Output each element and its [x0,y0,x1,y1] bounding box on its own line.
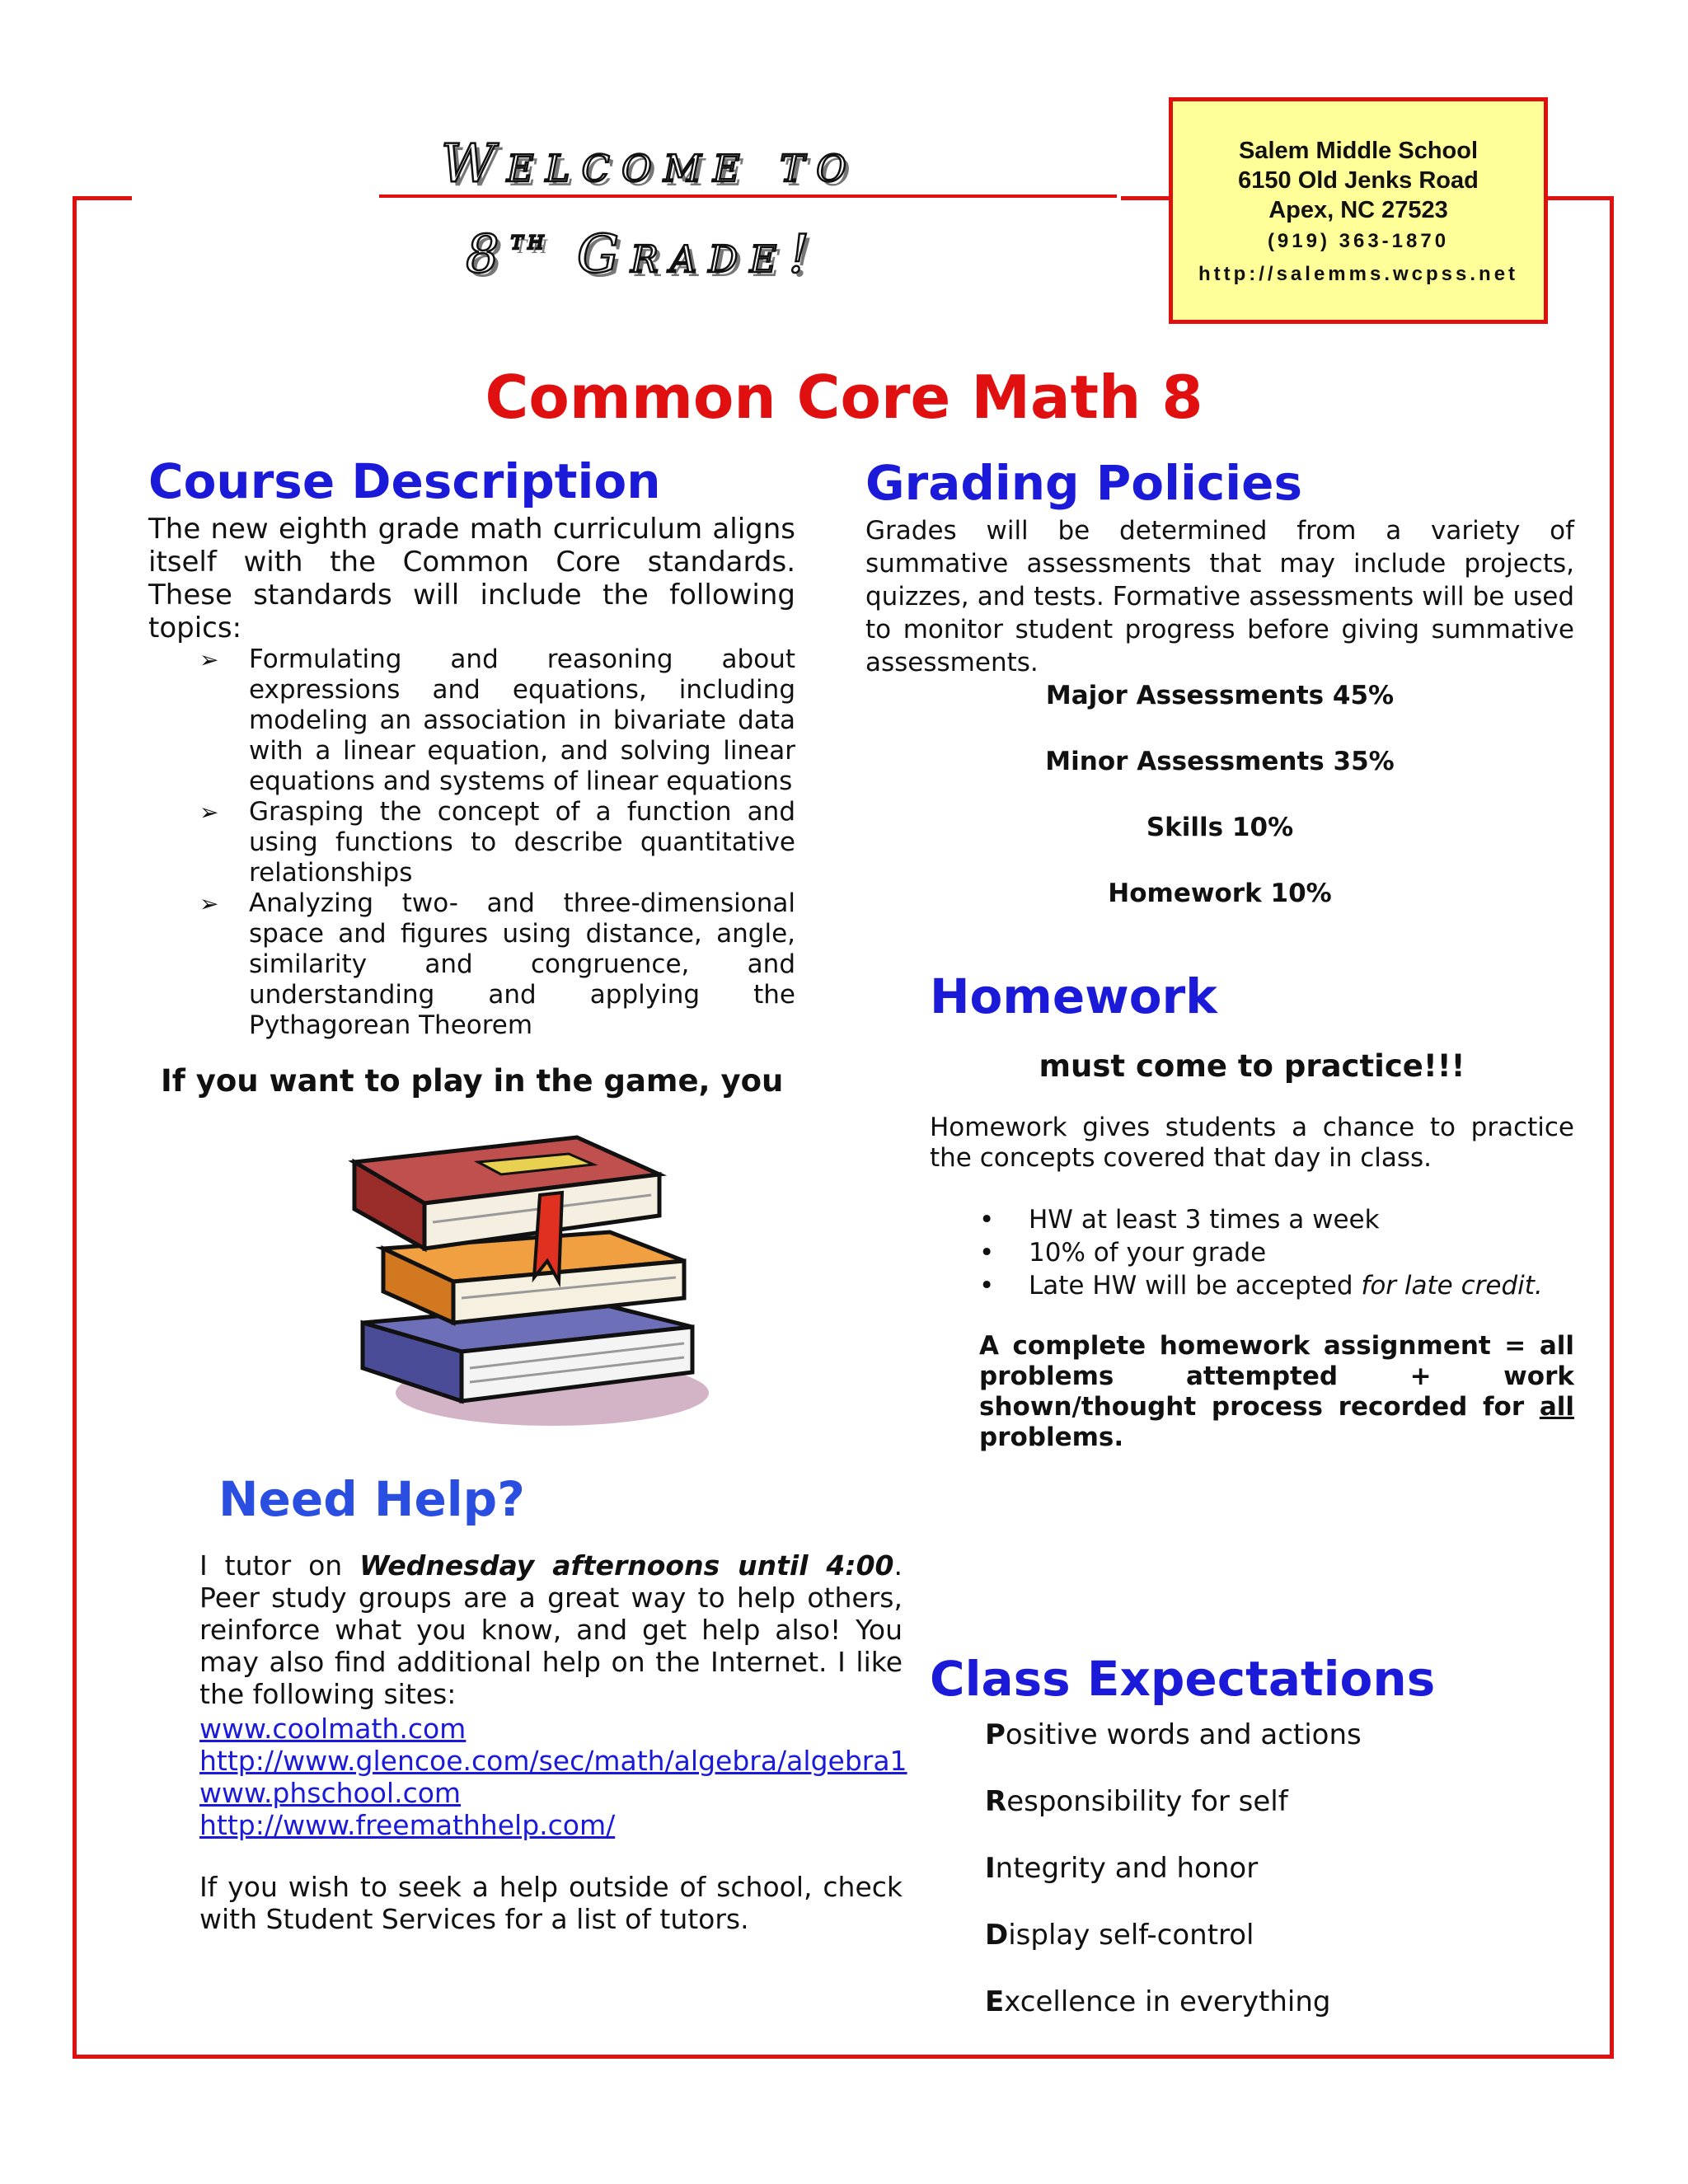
help-text-prefix: I tutor on [199,1549,360,1582]
list-item [985,1852,1362,1919]
grade-weight-major: Major Assessments 45% [1045,681,1395,710]
list-item [985,1919,1362,1985]
link-coolmath[interactable]: www.coolmath.com [199,1713,467,1745]
grading-policies-heading: Grading Policies [865,455,1302,511]
expectation-text: isplay self-control [1008,1919,1254,1952]
list-item [979,1269,1543,1302]
topic-text: Grasping the concept of a function and using functions to describe quantitative relationships [249,797,795,888]
arrow-bullet-icon: ➢ [199,799,219,826]
initial-letter: I [985,1852,996,1885]
expectation-text: esponsibility for self [1006,1785,1288,1818]
homework-text: Homework gives students a chance to practice the concepts covered that day in class. [930,1113,1574,1173]
expectation-text: xcellence in everything [1004,1985,1331,2018]
school-name: Salem Middle School [1238,138,1479,164]
welcome-line-1: Welcome to [441,134,859,194]
initial-letter: D [985,1919,1009,1952]
link-glencoe[interactable]: http://www.glencoe.com/sec/math/algebra/algebra1 [199,1745,907,1777]
definition-emphasis: all [1539,1392,1574,1422]
list-item [985,1785,1362,1852]
tutor-schedule: Wednesday afternoons until 4:00 [359,1549,894,1582]
need-help-heading: Need Help? [218,1471,525,1527]
school-phone: (919) 363-1870 [1267,230,1450,252]
late-credit-note: for late credit. [1361,1271,1543,1301]
welcome-rule [379,194,1117,198]
expectation-text: ositive words and actions [1005,1718,1362,1751]
list-item [985,1985,1362,2052]
grading-text: Grades will be determined from a variety of summative assessments that may include projects, quizzes, and tests. Formative assessments will be used to monitor student progress before giving summative assessments. [865,516,1574,677]
homework-bullet: HW at least 3 times a week [1029,1205,1380,1235]
bullet-icon: • [979,1205,995,1235]
welcome-line-2 [466,224,821,285]
homework-definition [979,1331,1574,1453]
school-street: 6150 Old Jenks Road [1238,167,1479,194]
initial-letter: P [985,1718,1006,1751]
game-line: If you want to play in the game, you [161,1063,784,1099]
grade-word: Grade! [576,224,822,285]
initial-letter: E [985,1985,1005,2018]
list-item [985,1718,1362,1785]
school-city: Apex, NC 27523 [1268,197,1448,223]
homework-subheading: must come to practice!!! [1039,1048,1465,1084]
list-item [979,1203,1543,1236]
topic-text: Analyzing two- and three-dimensional space and figures using distance, angle, similarity and congruence, and understanding and applying the Pythagorean Theorem [249,888,795,1040]
page-title: Common Core Math 8 [485,363,1203,432]
homework-bullet: 10% of your grade [1029,1238,1267,1268]
list-item [191,888,795,1041]
link-phschool[interactable]: www.phschool.com [199,1777,462,1809]
definition-suffix: problems. [979,1422,1124,1452]
school-url[interactable]: http://salemms.wcpss.net [1198,263,1519,285]
definition-prefix: A complete homework assignment = all problems attempted + work shown/thought process recorded for [979,1331,1574,1422]
initial-letter: R [985,1785,1007,1818]
topic-text: Formulating and reasoning about expressions and equations, including modeling an association in bivariate data with a linear equation, and solving linear equations and systems of linear equations [249,644,795,796]
help-text-suffix: . Peer study groups are a great way to help others, reinforce what you know, and get help also! You may also find additional help on the Internet. I like the following sites: [199,1549,903,1710]
help-text [199,1549,903,1710]
arrow-bullet-icon: ➢ [199,890,219,917]
expectation-text: ntegrity and honor [995,1852,1259,1885]
stack-of-books-image [346,1117,717,1446]
arrow-bullet-icon: ➢ [199,646,219,673]
grade-weight-minor: Minor Assessments 35% [1045,747,1395,776]
list-item [191,797,795,888]
course-intro: The new eighth grade math curriculum aligns itself with the Common Core standards. These standards will include the following topics: [148,513,795,644]
homework-list [979,1203,1543,1302]
topic-list [191,644,795,1041]
bullet-icon: • [979,1238,995,1268]
tutor-note: If you wish to seek a help outside of school, check with Student Services for a list of tutors. [199,1871,903,1935]
expectations-list [985,1718,1362,2052]
list-item [191,644,795,797]
course-description-heading: Course Description [148,453,661,509]
grade-suffix: th [510,224,549,255]
bullet-icon: • [979,1271,995,1301]
homework-heading: Homework [930,968,1217,1024]
help-links [199,1713,925,1841]
homework-bullet: Late HW will be accepted [1029,1271,1362,1301]
link-freemathhelp[interactable]: http://www.freemathhelp.com/ [199,1809,616,1841]
class-expectations-heading: Class Expectations [930,1651,1436,1707]
grade-weight-skills: Skills 10% [1146,813,1294,842]
grade-number: 8 [466,224,511,285]
list-item [979,1236,1543,1269]
grade-weight-homework: Homework 10% [1108,879,1332,908]
school-address-box [1169,97,1548,324]
